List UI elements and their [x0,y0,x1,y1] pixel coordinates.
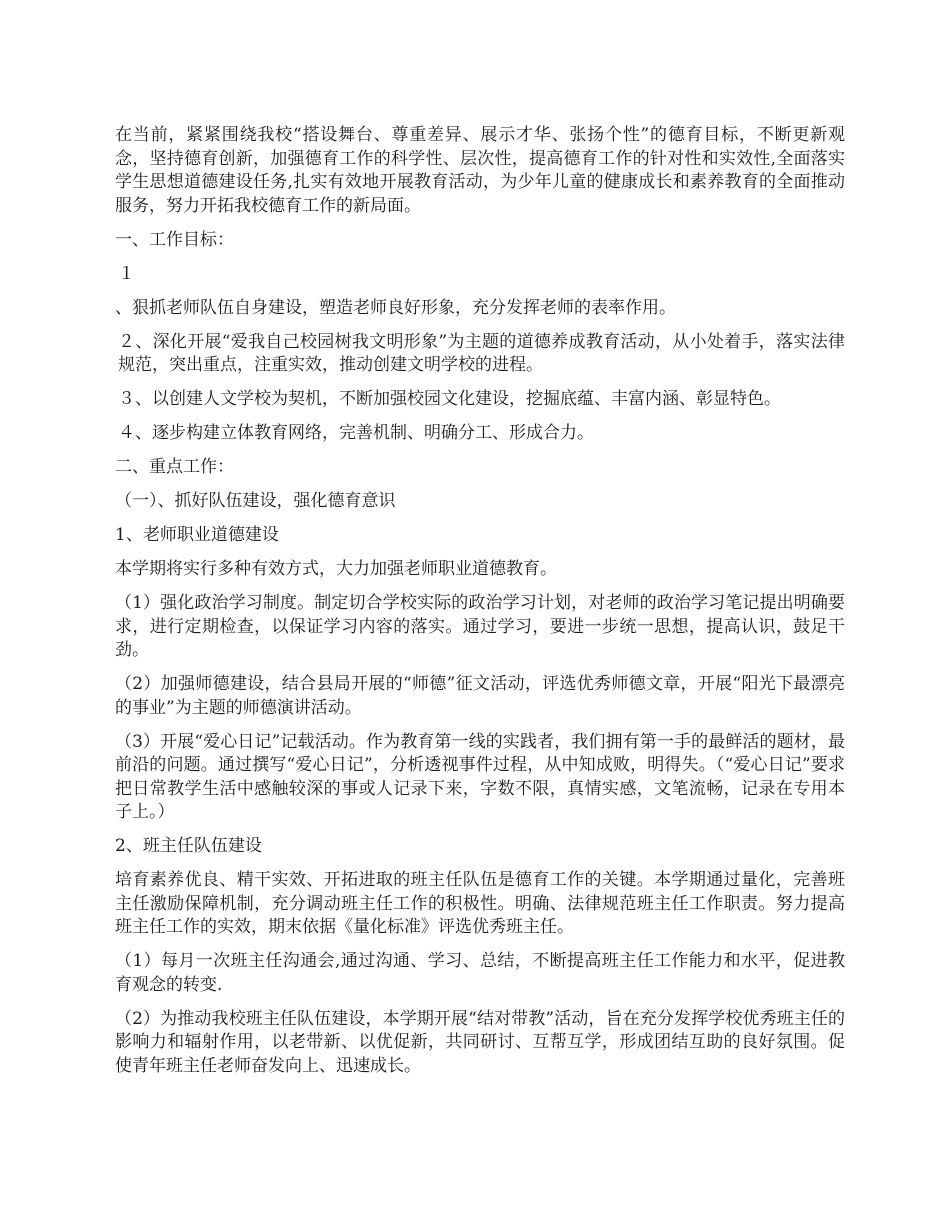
paragraph-class-teachers-intro: 培育素养优良、精干实效、开拓进取的班主任队伍是德育工作的关键。本学期通过量化，完善班主任激励保障机制，充分调动班主任工作的积极性。明确、法律规范班主任工作职责。努力提高班主任工作的实效，期末依据《量化标准》评选优秀班主任。 [115,870,845,937]
paragraph-class-teachers-item-2: （2）为推动我校班主任队伍建设，本学期开展“结对带教”活动，旨在充分发挥学校优秀班主任的影响力和辐射作用，以老带新、以优促新，共同研讨、互帮互学，形成团结互助的良好氛围。促使青年班主任老师奋发向上、迅速成长。 [115,1008,845,1076]
section-heading-goals: 一、工作目标： [115,229,234,250]
goal-item-2: ２、深化开展“爱我自己校园树我文明形象”为主题的道德养成教育活动，从小处着手，落实法律规范，突出重点，注重实效，推动创建文明学校的进程。 [118,331,845,375]
paragraph-ethics-item-3: （3）开展“爱心日记”记载活动。作为教育第一线的实践者，我们拥有第一手的最鲜活的题材，最前沿的问题。通过撰写“爱心日记”，分析透视事件过程，从中知成败，明得失。（“爱心日记”要求把日常教学生活中感触较深的事或人记录下来，字数不限，真情实感，文笔流畅，记录在专用本子上。） [115,731,845,822]
subheading-class-teachers: 2、班主任队伍建设 [115,836,262,856]
goal-number-1: １ [118,263,135,284]
paragraph-class-teachers-item-1: （1）每月一次班主任沟通会,通过沟通、学习、总结，不断提高班主任工作能力和水平，促进教育观念的转变. [115,951,845,995]
goal-item-1: 、狠抓老师队伍自身建设，塑造老师良好形象，充分发挥老师的表率作用。 [115,297,676,318]
paragraph-ethics-intro: 本学期将实行多种有效方式，大力加强老师职业道德教育。 [115,559,557,579]
goal-item-4: ４、逐步构建立体教育网络，完善机制、明确分工、形成合力。 [118,423,594,443]
section-heading-key-work: 二、重点工作： [115,457,234,477]
subheading-teacher-ethics: 1、老师职业道德建设 [115,525,279,545]
paragraph-ethics-item-2: （2）加强师德建设，结合县局开展的“师德”征文活动，评选优秀师德文章，开展“阳光下最漂亮的事业”为主题的师德演讲活动。 [115,674,845,718]
paragraph-ethics-item-1: （1）强化政治学习制度。制定切合学校实际的政治学习计划，对老师的政治学习笔记提出明确要求，进行定期检查，以保证学习内容的落实。通过学习，要进一步统一思想，提高认识，鼓足干劲。 [115,593,845,660]
goal-item-3: ３、以创建人文学校为契机，不断加强校园文化建设，挖掘底蕴、丰富内涵、彰显特色。 [118,389,781,409]
intro-paragraph: 在当前，紧紧围绕我校“搭设舞台、尊重差异、展示才华、张扬个性”的德育目标，不断更新观念，坚持德育创新，加强德育工作的科学性、层次性，提高德育工作的针对性和实效性,全面落实学生思想道德建设任务,扎实有效地开展教育活动，为少年儿童的健康成长和素养教育的全面推动服务，努力开拓我校德育工作的新局面。 [115,125,845,216]
document-body [115,124,845,1089]
subsection-heading-team: （一）、抓好队伍建设，强化德育意识 [115,491,396,511]
